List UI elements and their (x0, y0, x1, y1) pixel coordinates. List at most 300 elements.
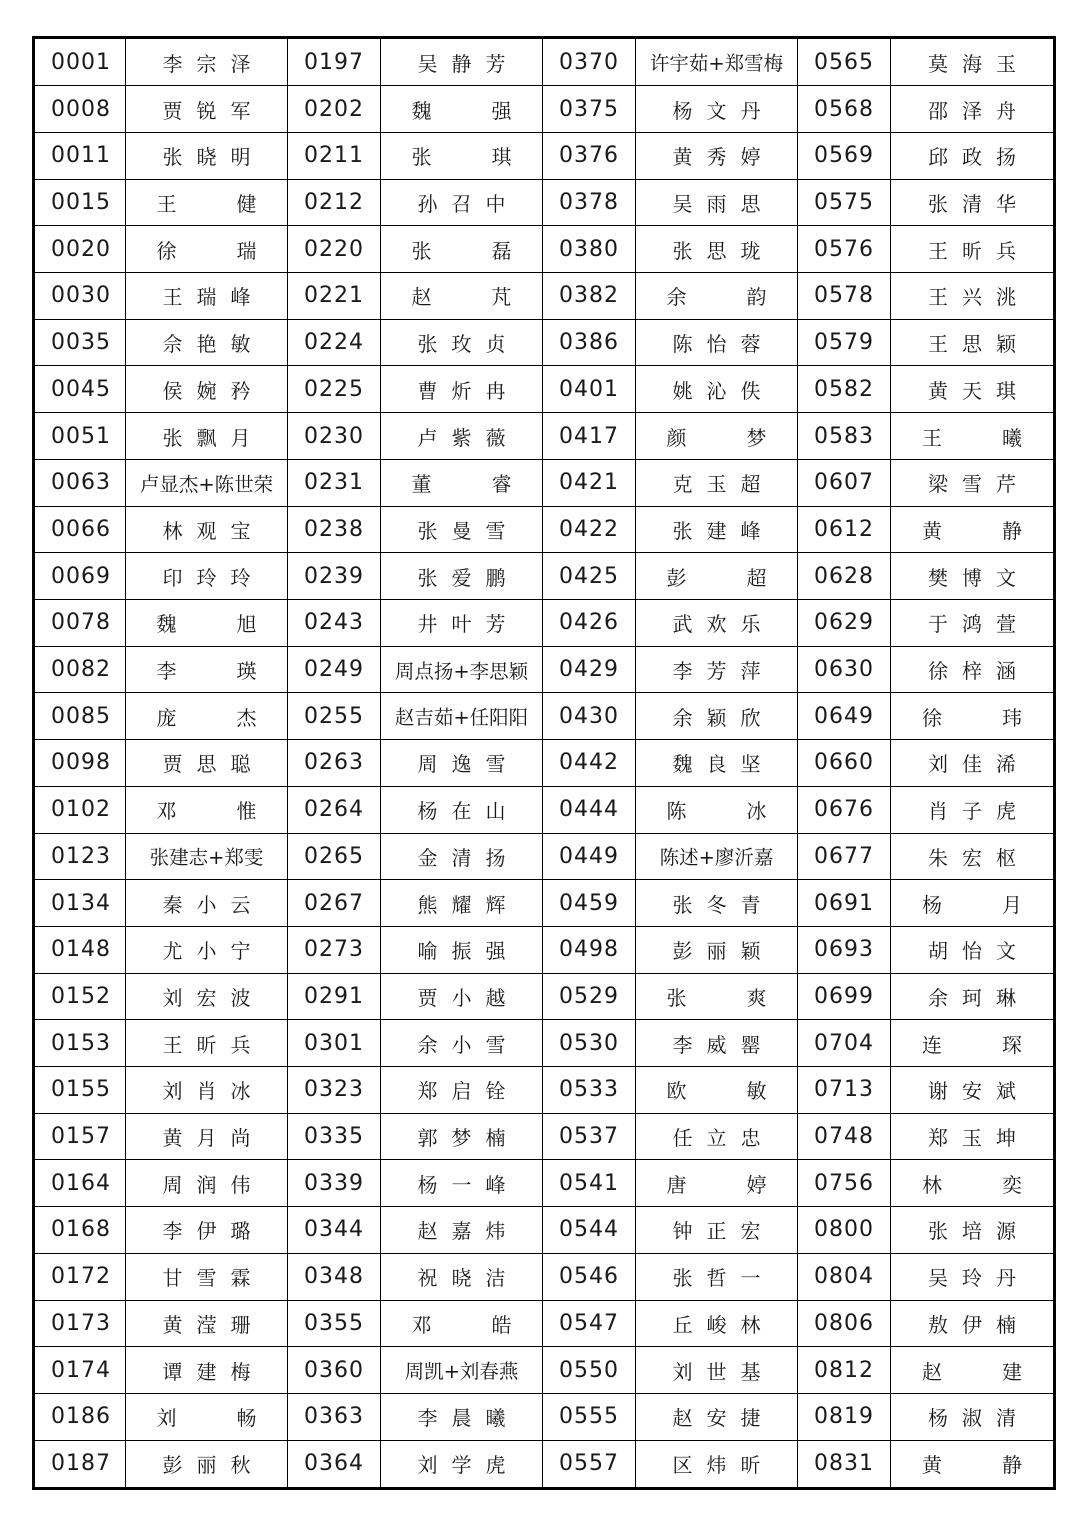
entry-number: 0168 (34, 1207, 126, 1254)
table-row (34, 1020, 1055, 1067)
entry-number: 0355 (288, 1300, 381, 1347)
entry-number: 0212 (288, 179, 381, 226)
entry-name: 余颖欣 (636, 693, 798, 740)
entry-number: 0422 (543, 506, 636, 553)
entry-number: 0426 (543, 599, 636, 646)
entry-name: 刘世基 (636, 1347, 798, 1394)
entry-name-text: 余 韵 (666, 285, 767, 310)
entry-name: 刘学虎 (381, 1440, 543, 1488)
entry-name: 杨文丹 (636, 86, 798, 133)
entry-name (381, 273, 543, 320)
entry-number: 0628 (798, 553, 891, 600)
entry-name: 甘雪霖 (126, 1253, 288, 1300)
entry-name: 杨在山 (381, 786, 543, 833)
entry-name (891, 880, 1055, 927)
entry-name: 丘峻林 (636, 1300, 798, 1347)
entry-number: 0557 (543, 1440, 636, 1488)
entry-number: 0152 (34, 973, 126, 1020)
entry-name (126, 1393, 288, 1440)
entry-number: 0607 (798, 459, 891, 506)
entry-name: 卢显杰+陈世荣 (126, 459, 288, 506)
entry-name (636, 1067, 798, 1114)
entry-number: 0401 (543, 366, 636, 413)
entry-name: 李晨曦 (381, 1393, 543, 1440)
entry-number: 0699 (798, 973, 891, 1020)
entry-name: 尤小宁 (126, 926, 288, 973)
entry-number: 0364 (288, 1440, 381, 1488)
entry-name (636, 973, 798, 1020)
entry-name-text: 颜 梦 (666, 425, 767, 450)
entry-number: 0230 (288, 413, 381, 460)
entry-name: 魏良坚 (636, 740, 798, 787)
entry-name: 秦小云 (126, 880, 288, 927)
entry-number: 0238 (288, 506, 381, 553)
entry-number: 0537 (543, 1113, 636, 1160)
entry-number: 0339 (288, 1160, 381, 1207)
entry-number: 0629 (798, 599, 891, 646)
entry-name (636, 786, 798, 833)
entry-number: 0756 (798, 1160, 891, 1207)
entry-name: 李威罂 (636, 1020, 798, 1067)
table-row (34, 1440, 1055, 1488)
entry-name: 孙召中 (381, 179, 543, 226)
entry-name: 陈述+廖沂嘉 (636, 833, 798, 880)
entry-number: 0582 (798, 366, 891, 413)
entry-number: 0550 (543, 1347, 636, 1394)
entry-number: 0691 (798, 880, 891, 927)
entry-name (126, 226, 288, 273)
entry-number: 0263 (288, 740, 381, 787)
entry-number: 0382 (543, 273, 636, 320)
entry-number: 0102 (34, 786, 126, 833)
entry-name (891, 693, 1055, 740)
entry-number: 0370 (543, 38, 636, 86)
entry-name: 杨一峰 (381, 1160, 543, 1207)
table-row (34, 38, 1055, 86)
table-row (34, 226, 1055, 273)
entry-number: 0578 (798, 273, 891, 320)
entry-name: 张清华 (891, 179, 1055, 226)
entry-name: 周点扬+李思颖 (381, 646, 543, 693)
entry-name: 郭梦楠 (381, 1113, 543, 1160)
entry-number: 0442 (543, 740, 636, 787)
entry-name: 吴玲丹 (891, 1253, 1055, 1300)
entry-name-text: 魏 旭 (156, 612, 257, 637)
entry-number: 0020 (34, 226, 126, 273)
table-row (34, 973, 1055, 1020)
entry-name-text: 杨 月 (922, 892, 1022, 917)
entry-name: 莫海玉 (891, 38, 1055, 86)
entry-name-text: 黄 静 (922, 1453, 1022, 1478)
entry-name: 王思颖 (891, 319, 1055, 366)
entry-name-text: 赵 芃 (411, 285, 512, 310)
entry-name: 吴雨思 (636, 179, 798, 226)
entry-name: 彭丽秋 (126, 1440, 288, 1488)
entry-name: 杨淑清 (891, 1393, 1055, 1440)
entry-number: 0546 (543, 1253, 636, 1300)
entry-name-text: 徐 玮 (922, 705, 1022, 730)
entry-name: 黄天琪 (891, 366, 1055, 413)
entry-name: 刘肖冰 (126, 1067, 288, 1114)
entry-name: 佘艳敏 (126, 319, 288, 366)
entry-name (126, 599, 288, 646)
table-row (34, 1347, 1055, 1394)
entry-name: 谢安斌 (891, 1067, 1055, 1114)
entry-number: 0378 (543, 179, 636, 226)
entry-name: 王兴洮 (891, 273, 1055, 320)
entry-number: 0323 (288, 1067, 381, 1114)
table-row (34, 86, 1055, 133)
entry-number: 0085 (34, 693, 126, 740)
table-row (34, 413, 1055, 460)
entry-number: 0704 (798, 1020, 891, 1067)
entry-number: 0568 (798, 86, 891, 133)
entry-name: 胡怡文 (891, 926, 1055, 973)
entry-number: 0649 (798, 693, 891, 740)
entry-number: 0224 (288, 319, 381, 366)
entry-name (126, 646, 288, 693)
entry-number: 0444 (543, 786, 636, 833)
entry-name (891, 506, 1055, 553)
entry-number: 0123 (34, 833, 126, 880)
entry-name: 赵吉茹+任阳阳 (381, 693, 543, 740)
entry-number: 0051 (34, 413, 126, 460)
entry-number: 0576 (798, 226, 891, 273)
entry-name: 井叶芳 (381, 599, 543, 646)
entry-number: 0800 (798, 1207, 891, 1254)
entry-name-text: 刘 畅 (156, 1406, 257, 1431)
entry-number: 0243 (288, 599, 381, 646)
entry-number: 0804 (798, 1253, 891, 1300)
entry-number: 0066 (34, 506, 126, 553)
entry-name: 贾思聪 (126, 740, 288, 787)
entry-name: 赵嘉炜 (381, 1207, 543, 1254)
entry-name: 朱宏枢 (891, 833, 1055, 880)
entry-name: 谭建梅 (126, 1347, 288, 1394)
entry-name-text: 黄 静 (922, 518, 1022, 543)
entry-number: 0148 (34, 926, 126, 973)
table-row (34, 319, 1055, 366)
entry-name-text: 魏 强 (411, 98, 512, 123)
entry-name: 许宇茹+郑雪梅 (636, 38, 798, 86)
entry-number: 0612 (798, 506, 891, 553)
entry-name (126, 786, 288, 833)
entry-number: 0360 (288, 1347, 381, 1394)
entry-name: 张建峰 (636, 506, 798, 553)
entry-name: 王瑞峰 (126, 273, 288, 320)
entry-number: 0239 (288, 553, 381, 600)
entry-number: 0225 (288, 366, 381, 413)
entry-name: 邱政扬 (891, 132, 1055, 179)
entry-name-text: 彭 超 (666, 565, 767, 590)
entry-number: 0221 (288, 273, 381, 320)
entry-name-text: 唐 婷 (666, 1172, 767, 1197)
entry-number: 0429 (543, 646, 636, 693)
entry-number: 0173 (34, 1300, 126, 1347)
entry-number: 0011 (34, 132, 126, 179)
entry-name-text: 张 琪 (411, 145, 512, 170)
entry-name: 肖子虎 (891, 786, 1055, 833)
table-row (34, 132, 1055, 179)
table-row (34, 506, 1055, 553)
entry-number: 0172 (34, 1253, 126, 1300)
entry-name-text: 张 磊 (411, 238, 512, 263)
entry-name: 郑启铨 (381, 1067, 543, 1114)
entry-number: 0267 (288, 880, 381, 927)
entry-name-text: 徐 瑞 (156, 238, 257, 263)
entry-number: 0098 (34, 740, 126, 787)
entry-name: 印玲玲 (126, 553, 288, 600)
entry-name: 王昕兵 (891, 226, 1055, 273)
entry-name: 王昕兵 (126, 1020, 288, 1067)
entry-name: 熊耀辉 (381, 880, 543, 927)
entry-name: 张玫贞 (381, 319, 543, 366)
entry-name: 李芳萍 (636, 646, 798, 693)
entry-name: 赵安捷 (636, 1393, 798, 1440)
entry-number: 0575 (798, 179, 891, 226)
entry-name: 张哲一 (636, 1253, 798, 1300)
entry-name: 张曼雪 (381, 506, 543, 553)
table-row (34, 553, 1055, 600)
entry-number: 0569 (798, 132, 891, 179)
table-row (34, 693, 1055, 740)
entry-name: 梁雪芹 (891, 459, 1055, 506)
entry-number: 0231 (288, 459, 381, 506)
table-row (34, 1067, 1055, 1114)
entry-name: 钟正宏 (636, 1207, 798, 1254)
entry-number: 0045 (34, 366, 126, 413)
entry-number: 0301 (288, 1020, 381, 1067)
entry-name (891, 1160, 1055, 1207)
entry-number: 0544 (543, 1207, 636, 1254)
entry-name-text: 邓 惟 (156, 799, 257, 824)
entry-name (381, 132, 543, 179)
entry-name: 彭丽颖 (636, 926, 798, 973)
entry-name: 张晓明 (126, 132, 288, 179)
table-row (34, 880, 1055, 927)
entry-name: 武欢乐 (636, 599, 798, 646)
entry-name: 陈怡蓉 (636, 319, 798, 366)
entry-number: 0001 (34, 38, 126, 86)
entry-name: 张建志+郑雯 (126, 833, 288, 880)
entry-name (891, 1347, 1055, 1394)
entry-name: 克玉超 (636, 459, 798, 506)
entry-name: 区炜昕 (636, 1440, 798, 1488)
entry-name-text: 陈 冰 (666, 799, 767, 824)
entry-name: 侯婉矜 (126, 366, 288, 413)
entry-number: 0265 (288, 833, 381, 880)
entry-name: 于鸿萱 (891, 599, 1055, 646)
entry-name: 徐梓涵 (891, 646, 1055, 693)
entry-number: 0197 (288, 38, 381, 86)
entry-number: 0676 (798, 786, 891, 833)
entry-number: 0082 (34, 646, 126, 693)
entry-number: 0344 (288, 1207, 381, 1254)
table-row (34, 786, 1055, 833)
entry-number: 0380 (543, 226, 636, 273)
entry-name: 周逸雪 (381, 740, 543, 787)
entry-number: 0533 (543, 1067, 636, 1114)
entry-name: 李伊璐 (126, 1207, 288, 1254)
entry-name-text: 连 琛 (922, 1032, 1022, 1057)
entry-number: 0069 (34, 553, 126, 600)
entry-name: 黄月尚 (126, 1113, 288, 1160)
entry-number: 0030 (34, 273, 126, 320)
entry-number: 0819 (798, 1393, 891, 1440)
entry-name: 曹炘冉 (381, 366, 543, 413)
entry-name: 刘佳浠 (891, 740, 1055, 787)
entry-name: 余珂琳 (891, 973, 1055, 1020)
table-row (34, 1207, 1055, 1254)
entry-number: 0264 (288, 786, 381, 833)
entry-name (126, 179, 288, 226)
table-row (34, 1393, 1055, 1440)
entry-name (126, 693, 288, 740)
entry-name-text: 王 曦 (922, 425, 1022, 450)
entry-number: 0376 (543, 132, 636, 179)
entry-number: 0555 (543, 1393, 636, 1440)
table-row (34, 1113, 1055, 1160)
entry-name (891, 1020, 1055, 1067)
roster-body (34, 38, 1055, 1489)
entry-number: 0386 (543, 319, 636, 366)
entry-number: 0035 (34, 319, 126, 366)
entry-name-text: 王 健 (156, 192, 257, 216)
table-row (34, 179, 1055, 226)
entry-number: 0579 (798, 319, 891, 366)
entry-number: 0459 (543, 880, 636, 927)
entry-name: 贾锐军 (126, 86, 288, 133)
entry-name (381, 1300, 543, 1347)
table-row (34, 646, 1055, 693)
entry-name: 李宗泽 (126, 38, 288, 86)
entry-name: 林观宝 (126, 506, 288, 553)
table-row (34, 459, 1055, 506)
entry-name (891, 413, 1055, 460)
entry-number: 0220 (288, 226, 381, 273)
entry-number: 0375 (543, 86, 636, 133)
entry-name: 余小雪 (381, 1020, 543, 1067)
entry-number: 0249 (288, 646, 381, 693)
entry-name (636, 553, 798, 600)
entry-name (636, 1160, 798, 1207)
entry-number: 0417 (543, 413, 636, 460)
entry-number: 0565 (798, 38, 891, 86)
entry-name-text: 张 爽 (666, 985, 767, 1010)
entry-name (891, 1440, 1055, 1488)
entry-number: 0425 (543, 553, 636, 600)
table-row (34, 833, 1055, 880)
entry-name-text: 李 瑛 (156, 659, 257, 684)
table-row (34, 1300, 1055, 1347)
entry-number: 0421 (543, 459, 636, 506)
entry-name (381, 86, 543, 133)
entry-name-text: 欧 敏 (666, 1079, 767, 1104)
entry-name: 贾小越 (381, 973, 543, 1020)
entry-number: 0529 (543, 973, 636, 1020)
entry-number: 0363 (288, 1393, 381, 1440)
entry-number: 0291 (288, 973, 381, 1020)
entry-name: 樊博文 (891, 553, 1055, 600)
entry-number: 0660 (798, 740, 891, 787)
entry-name (636, 413, 798, 460)
entry-number: 0211 (288, 132, 381, 179)
table-row (34, 1253, 1055, 1300)
entry-number: 0202 (288, 86, 381, 133)
entry-number: 0078 (34, 599, 126, 646)
participant-roster-table (32, 36, 1056, 1490)
entry-number: 0498 (543, 926, 636, 973)
entry-name: 喻振强 (381, 926, 543, 973)
entry-number: 0713 (798, 1067, 891, 1114)
entry-number: 0174 (34, 1347, 126, 1394)
entry-number: 0335 (288, 1113, 381, 1160)
entry-number: 0187 (34, 1440, 126, 1488)
entry-name: 邵泽舟 (891, 86, 1055, 133)
table-row (34, 740, 1055, 787)
entry-number: 0541 (543, 1160, 636, 1207)
entry-name-text: 邓 皓 (411, 1312, 512, 1337)
entry-number: 0430 (543, 693, 636, 740)
entry-name-text: 赵 建 (922, 1359, 1022, 1384)
entry-name (636, 273, 798, 320)
entry-number: 0015 (34, 179, 126, 226)
table-row (34, 1160, 1055, 1207)
entry-name: 金清扬 (381, 833, 543, 880)
entry-number: 0063 (34, 459, 126, 506)
entry-name: 张爱鹏 (381, 553, 543, 600)
entry-number: 0806 (798, 1300, 891, 1347)
entry-name: 郑玉坤 (891, 1113, 1055, 1160)
entry-name: 张飘月 (126, 413, 288, 460)
entry-number: 0164 (34, 1160, 126, 1207)
table-row (34, 273, 1055, 320)
entry-name: 黄秀婷 (636, 132, 798, 179)
entry-name-text: 董 睿 (411, 472, 512, 497)
entry-number: 0630 (798, 646, 891, 693)
entry-name: 张思珑 (636, 226, 798, 273)
entry-number: 0255 (288, 693, 381, 740)
entry-number: 0831 (798, 1440, 891, 1488)
entry-name: 张冬青 (636, 880, 798, 927)
entry-number: 0155 (34, 1067, 126, 1114)
entry-name: 张培源 (891, 1207, 1055, 1254)
entry-number: 0134 (34, 880, 126, 927)
entry-number: 0748 (798, 1113, 891, 1160)
entry-name: 刘宏波 (126, 973, 288, 1020)
entry-name-text: 林 奕 (922, 1172, 1022, 1197)
entry-name (381, 459, 543, 506)
entry-number: 0008 (34, 86, 126, 133)
entry-number: 0348 (288, 1253, 381, 1300)
entry-number: 0157 (34, 1113, 126, 1160)
entry-name: 周凯+刘春燕 (381, 1347, 543, 1394)
entry-number: 0677 (798, 833, 891, 880)
entry-number: 0547 (543, 1300, 636, 1347)
table-row (34, 366, 1055, 413)
entry-name: 敖伊楠 (891, 1300, 1055, 1347)
table-row (34, 926, 1055, 973)
entry-name-text: 庞 杰 (156, 705, 257, 730)
table-row (34, 599, 1055, 646)
entry-number: 0186 (34, 1393, 126, 1440)
entry-number: 0273 (288, 926, 381, 973)
entry-name: 姚沁佚 (636, 366, 798, 413)
entry-name (381, 226, 543, 273)
entry-name: 黄滢珊 (126, 1300, 288, 1347)
entry-number: 0530 (543, 1020, 636, 1067)
entry-name: 祝晓洁 (381, 1253, 543, 1300)
